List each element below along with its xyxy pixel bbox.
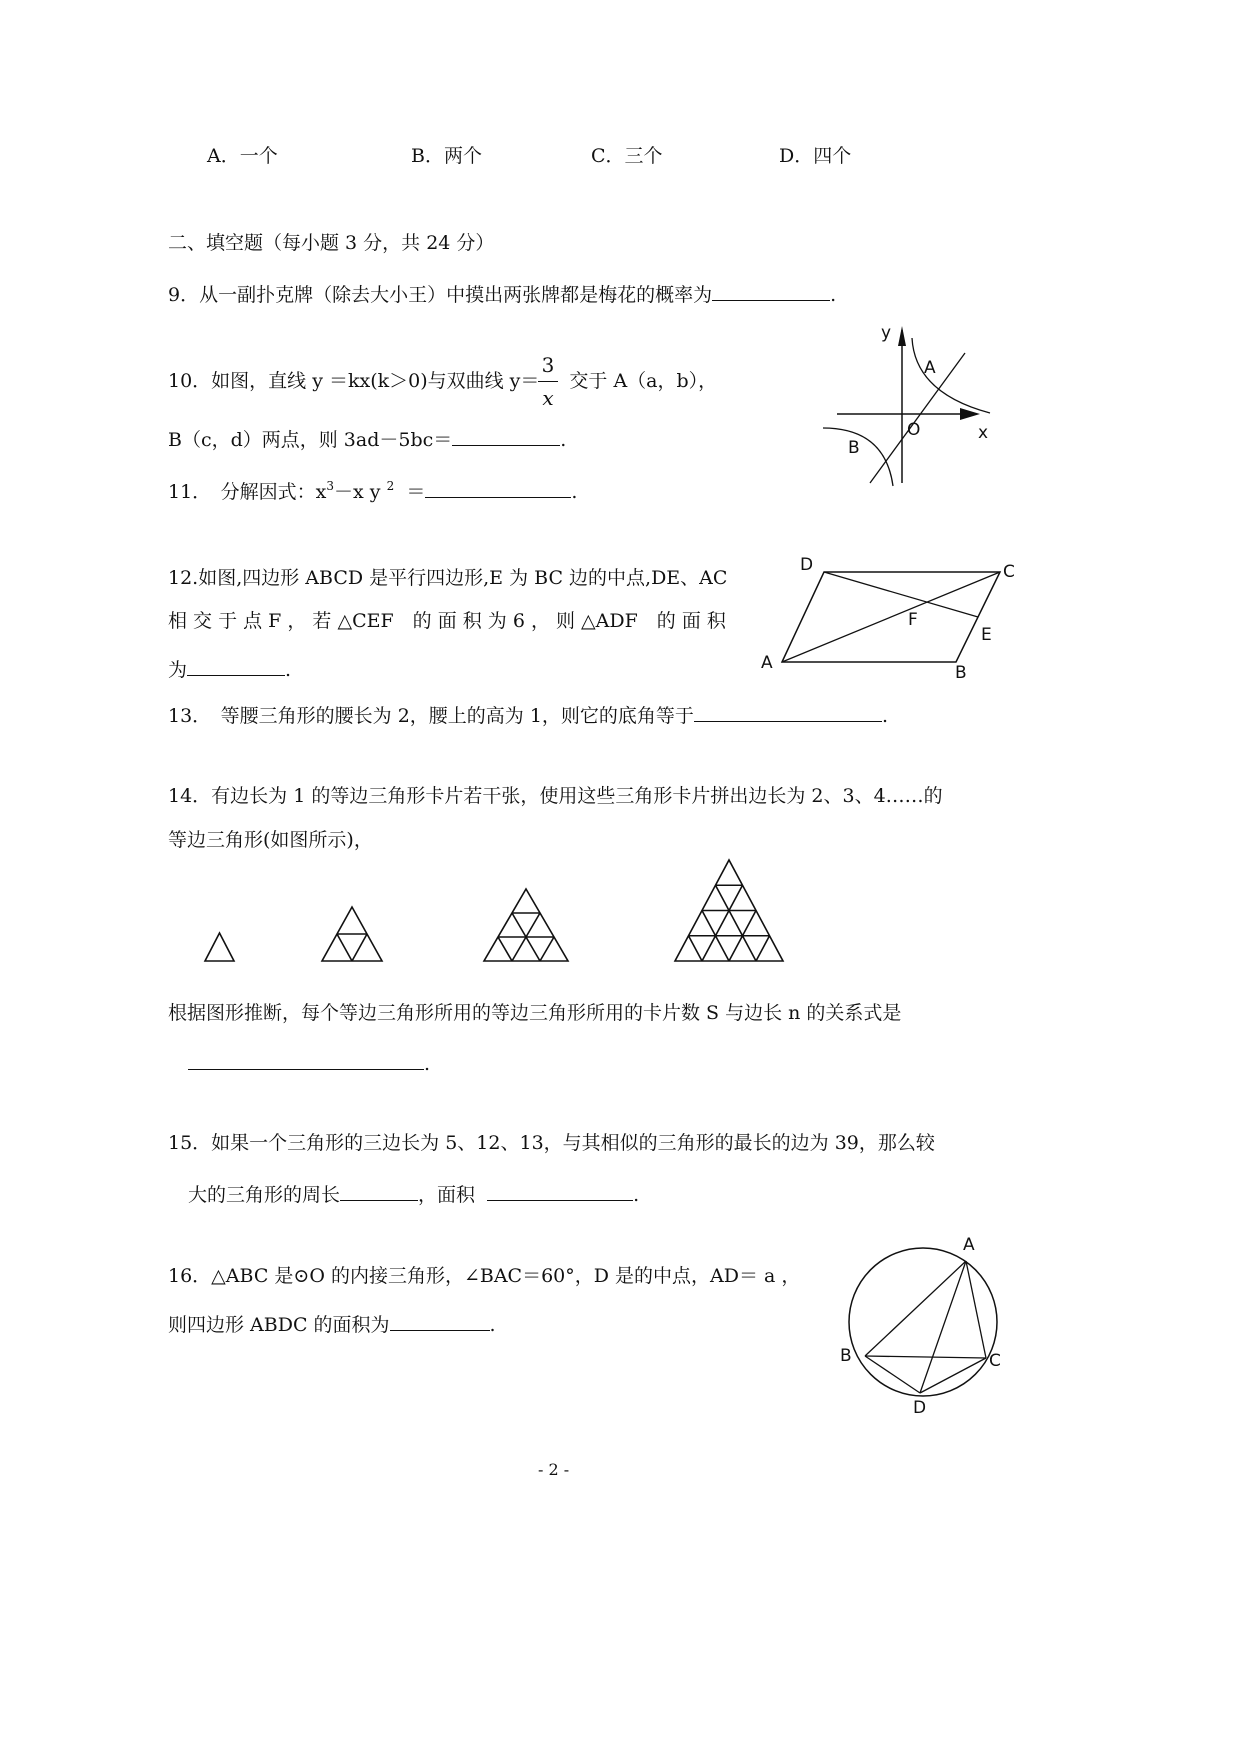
label-f: F	[908, 610, 918, 630]
question-12-end: .	[285, 659, 292, 681]
question-12-line1: 12.如图,四边形 ABCD 是平行四边形,E 为 BC 边的中点,DE、AC	[168, 567, 728, 589]
question-13-text: 13． 等腰三角形的腰长为 2，腰上的高为 1，则它的底角等于	[168, 705, 694, 727]
question-11-end: .	[571, 481, 578, 503]
question-10-part1: 10．如图，直线 y ＝kx(k＞0)与双曲线 y＝	[168, 370, 540, 392]
question-14-line3: 根据图形推断，每个等边三角形所用的等边三角形所用的卡片数 S 与边长 n 的关系式是	[168, 1002, 902, 1024]
question-14-line2: 等边三角形(如图所示)，	[168, 829, 373, 851]
triangle-n1	[205, 933, 234, 961]
question-16-line2	[168, 1310, 496, 1335]
fraction-numerator: 3	[541, 353, 555, 377]
triangle-n4	[675, 860, 783, 961]
question-15-line1: 15．如果一个三角形的三边长为 5、12、13，与其相似的三角形的最长的边为 39，那么较	[168, 1132, 935, 1154]
question-12-line3-text: 为	[168, 659, 188, 681]
question-11-eq: ＝	[406, 481, 426, 503]
label-a: A	[761, 653, 773, 673]
question-10-part2: 交于 A（a，b），	[569, 370, 718, 392]
parallelogram-figure	[755, 550, 1025, 685]
question-10-end: .	[560, 429, 567, 451]
question-15-line2a: 大的三角形的周长	[188, 1184, 341, 1206]
question-16-end: .	[489, 1314, 496, 1336]
hyperbola-figure	[815, 318, 1015, 493]
label-a: A	[924, 358, 936, 378]
option-c: C．三个	[591, 145, 663, 167]
exponent-2: 2	[386, 479, 395, 493]
question-9	[168, 280, 836, 305]
question-15-line2b: ，面积	[418, 1184, 476, 1206]
question-16-line2-text: 则四边形 ABDC 的面积为	[168, 1314, 390, 1336]
question-9-text: 9．从一副扑克牌（除去大小王）中摸出两张牌都是梅花的概率为	[168, 284, 713, 306]
question-12-line3	[168, 655, 291, 680]
question-11-prefix: 11． 分解因式：x	[168, 481, 327, 503]
question-14-end: .	[424, 1053, 431, 1075]
label-c: C	[1003, 562, 1015, 582]
answer-blank-11	[425, 477, 571, 498]
question-15-end: .	[633, 1184, 640, 1206]
fraction-bar	[538, 381, 558, 382]
label-x: x	[978, 423, 989, 443]
label-d: D	[913, 1398, 927, 1418]
answer-blank-15a	[340, 1180, 418, 1201]
question-12-line2: 相 交 于 点 F ， 若 △CEF 的 面 积 为 6 ， 则 △ADF 的 面 积	[168, 610, 726, 632]
question-11-mid: －x y	[334, 481, 381, 503]
answer-blank-10	[452, 425, 560, 446]
label-a: A	[963, 1235, 975, 1255]
answer-blank-15b	[487, 1180, 633, 1201]
triangle-n3	[484, 889, 568, 961]
label-y: y	[881, 323, 892, 343]
option-a: A．一个	[207, 145, 278, 167]
page-number: - 2 -	[538, 1460, 570, 1479]
option-d: D．四个	[779, 145, 852, 167]
label-b: B	[955, 663, 967, 683]
question-16-line1: 16．△ABC 是⊙O 的内接三角形，∠BAC＝60°，D 是的中点，AD＝ a ，	[168, 1265, 801, 1287]
section-heading: 二、填空题（每小题 3 分，共 24 分）	[168, 232, 495, 254]
question-14-line1: 14．有边长为 1 的等边三角形卡片若干张，使用这些三角形卡片拼出边长为 2、3、4……的	[168, 785, 943, 807]
answer-blank-16	[390, 1310, 490, 1331]
label-o: O	[907, 420, 921, 440]
question-13	[168, 701, 888, 726]
answer-blank-14	[188, 1049, 424, 1070]
label-c: C	[989, 1351, 1001, 1371]
question-10-line1	[168, 372, 717, 391]
circle-figure	[835, 1230, 1015, 1420]
question-14-answer	[188, 1049, 430, 1074]
label-b: B	[848, 438, 860, 458]
question-10-line2-text: B（c，d）两点，则 3ad－5bc＝	[168, 429, 453, 451]
label-b: B	[840, 1346, 852, 1366]
answer-blank-13	[694, 701, 882, 722]
question-10-line2	[168, 425, 566, 450]
exponent-3: 3	[326, 479, 335, 493]
label-d: D	[800, 555, 814, 575]
answer-blank-9	[712, 280, 830, 301]
fraction-denominator: x	[542, 386, 554, 410]
option-b: B．两个	[411, 145, 482, 167]
question-15-line2	[188, 1180, 639, 1205]
triangle-n2	[322, 907, 382, 961]
question-13-end: .	[881, 705, 888, 727]
label-e: E	[981, 625, 992, 645]
question-9-end: .	[830, 284, 837, 306]
answer-blank-12	[187, 655, 285, 676]
triangle-pattern-figure	[200, 855, 800, 970]
question-11	[168, 477, 577, 502]
